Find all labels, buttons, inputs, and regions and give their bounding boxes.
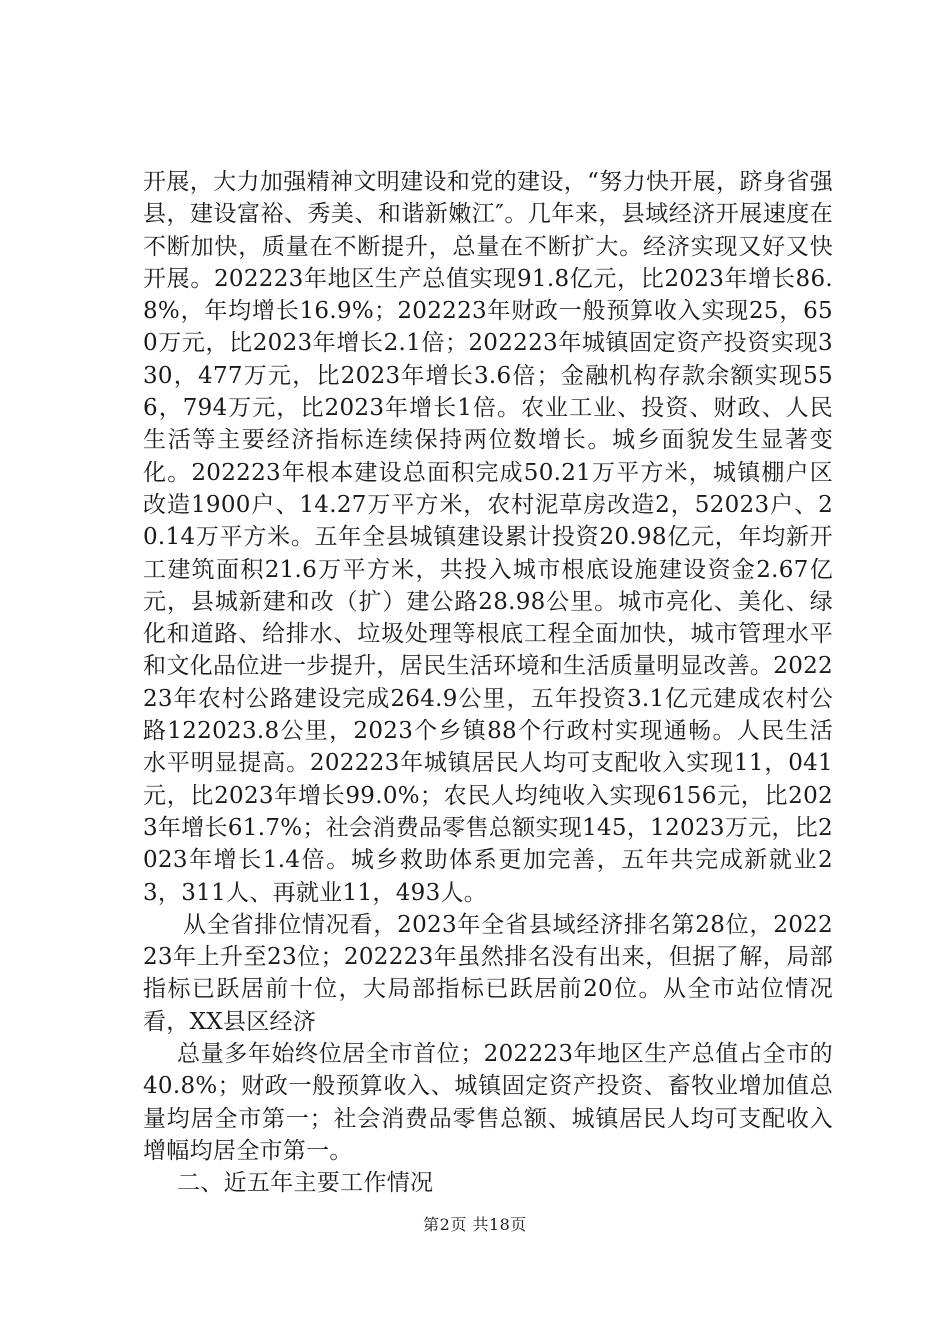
paragraph-city-ranking: 总量多年始终位居全市首位；202223年地区生产总值占全市的40.8%；财政一般预算收入、城镇固定资产投资、畜牧业增加值总量均居全市第一；社会消费品零售总额、城镇居民人均可支配收入增幅均居全市第一。: [143, 1041, 833, 1164]
paragraph-province-ranking: 从全省排位情况看，2023年全省县域经济排名第28位，202223年上升至23位；202223年虽然排名没有出来，但据了解，局部指标已跃居前十位，大局部指标已跃居前20位。从全市站位情况看，XX县区经济: [143, 911, 833, 1035]
document-body: [143, 166, 833, 1200]
paragraph-economic-development: 开展，大力加强精神文明建设和党的建设，“努力快开展，跻身省强县，建设富裕、秀美、和谐新嫩江″。几年来，县域经济开展速度在不断加快，质量在不断提升，总量在不断扩大。经济实现又好又快开展。202223年地区生产总值实现91.8亿元，比2023年增长86.8%，年均增长16.9%；202223年财政一般预算收入实现25，650万元，比2023年增长2.1倍；202223年城镇固定资产投资实现330，477万元，比2023年增长3.6倍；金融机构存款余额实现556，794万元，比2023年增长1倍。农业工业、投资、财政、人民生活等主要经济指标连续保持两位数增长。城乡面貌发生显著变化。202223年根本建设总面积完成50.21万平方米，城镇棚户区改造1900户、14.27万平方米，农村泥草房改造2，52023户、20.14万平方米。五年全县城镇建设累计投资20.98亿元，年均新开工建筑面积21.6万平方米，共投入城市根底设施建设资金2.67亿元，县城新建和改（扩）建公路28.98公里。城市亮化、美化、绿化和道路、给排水、垃圾处理等根底工程全面加快，城市管理水平和文化品位进一步提升，居民生活环境和生活质量明显改善。202223年农村公路建设完成264.9公里，五年投资3.1亿元建成农村公路122023.8公里，2023个乡镇88个行政村实现通畅。人民生活水平明显提高。202223年城镇居民人均可支配收入实现11，041元，比2023年增长99.0%；农民人均纯收入实现6156元，比2023年增长61.7%；社会消费品零售总额实现145，12023万元，比2023年增长1.4倍。城乡救助体系更加完善，五年共完成新就业23，311人、再就业11，493人。: [143, 169, 833, 906]
page-number-footer: 第2页 共18页: [423, 1215, 527, 1234]
section-heading-work-review: 二、近五年主要工作情况: [177, 1170, 434, 1197]
